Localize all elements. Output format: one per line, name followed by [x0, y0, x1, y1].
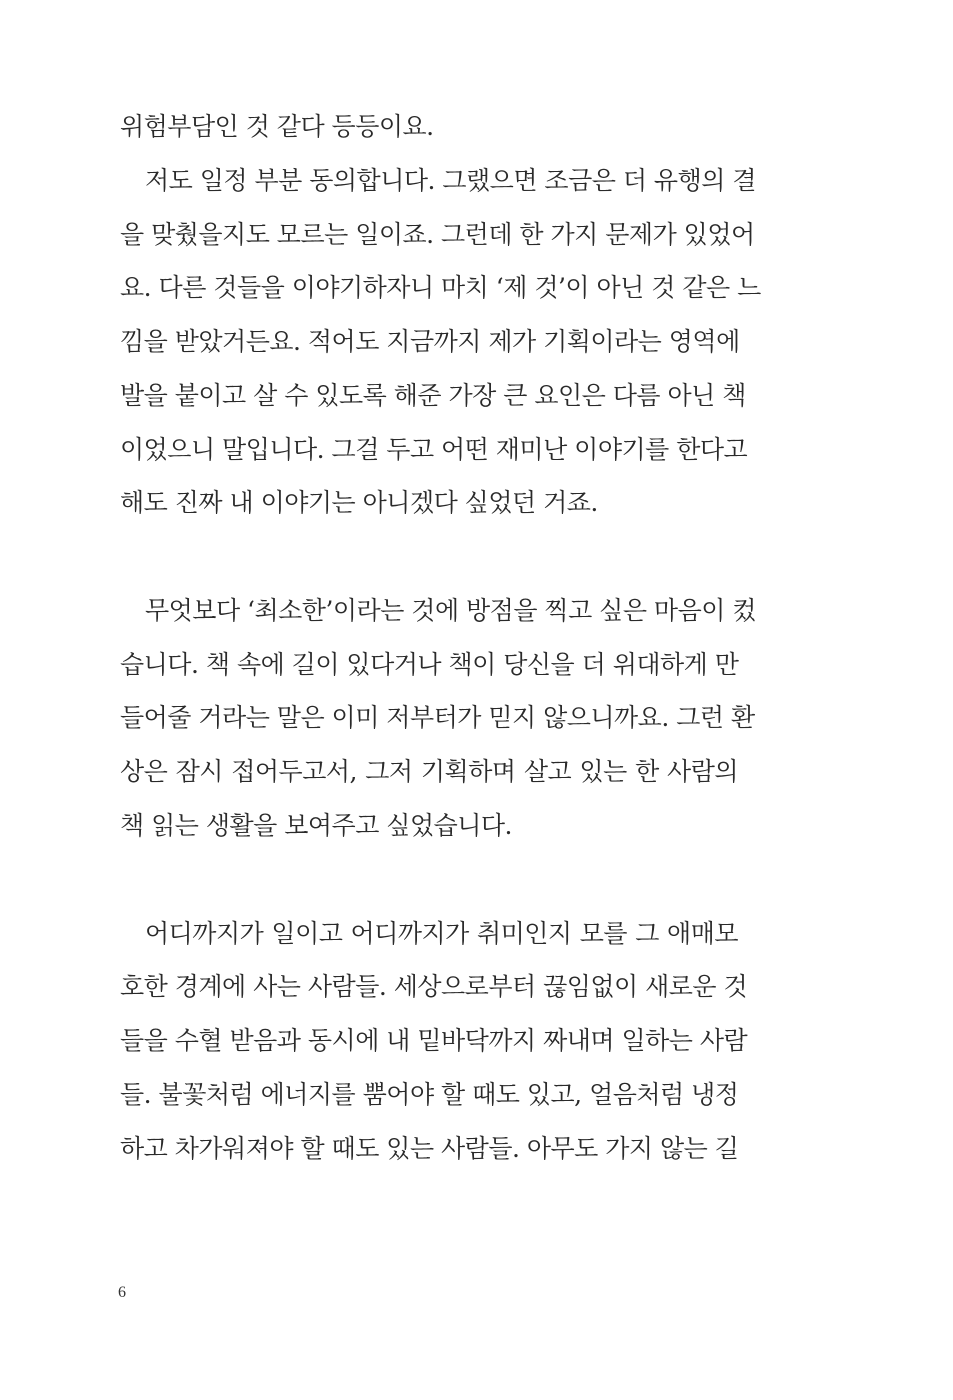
text-line: 요. 다른 것들을 이야기하자니 마치 ‘제 것’이 아닌 것 같은 느	[120, 273, 761, 302]
text-line: 을 맞췄을지도 모르는 일이죠. 그런데 한 가지 문제가 있었어	[120, 220, 755, 249]
text-line: 위험부담인 것 같다 등등이요.	[120, 112, 434, 141]
text-line: 발을 붙이고 살 수 있도록 해준 가장 큰 요인은 다름 아닌 책	[120, 381, 746, 410]
text-line: 하고 차가워져야 할 때도 있는 사람들. 아무도 가지 않는 길	[120, 1134, 739, 1163]
text-line: 습니다. 책 속에 길이 있다거나 책이 당신을 더 위대하게 만	[120, 650, 739, 679]
text-line: 해도 진짜 내 이야기는 아니겠다 싶었던 거죠.	[120, 488, 598, 517]
text-line: 책 읽는 생활을 보여주고 싶었습니다.	[120, 811, 512, 840]
page-number: 6	[118, 1284, 126, 1301]
text-line: 들을 수혈 받음과 동시에 내 밑바닥까지 짜내며 일하는 사람	[120, 1026, 748, 1055]
text-line: 낌을 받았거든요. 적어도 지금까지 제가 기획이라는 영역에	[120, 327, 740, 356]
text-line: 무엇보다 ‘최소한’이라는 것에 방점을 찍고 싶은 마음이 컸	[145, 596, 756, 625]
text-line: 들. 불꽃처럼 에너지를 뿜어야 할 때도 있고, 얼음처럼 냉정	[120, 1080, 739, 1109]
text-line: 들어줄 거라는 말은 이미 저부터가 믿지 않으니까요. 그런 환	[120, 703, 755, 732]
text-line: 어디까지가 일이고 어디까지가 취미인지 모를 그 애매모	[145, 919, 738, 948]
text-line: 상은 잠시 접어두고서, 그저 기획하며 살고 있는 한 사람의	[120, 757, 738, 786]
text-line: 호한 경계에 사는 사람들. 세상으로부터 끊임없이 새로운 것	[120, 972, 748, 1001]
text-line: 이었으니 말입니다. 그걸 두고 어떤 재미난 이야기를 한다고	[120, 435, 748, 464]
text-line: 저도 일정 부분 동의합니다. 그랬으면 조금은 더 유행의 결	[145, 166, 756, 195]
